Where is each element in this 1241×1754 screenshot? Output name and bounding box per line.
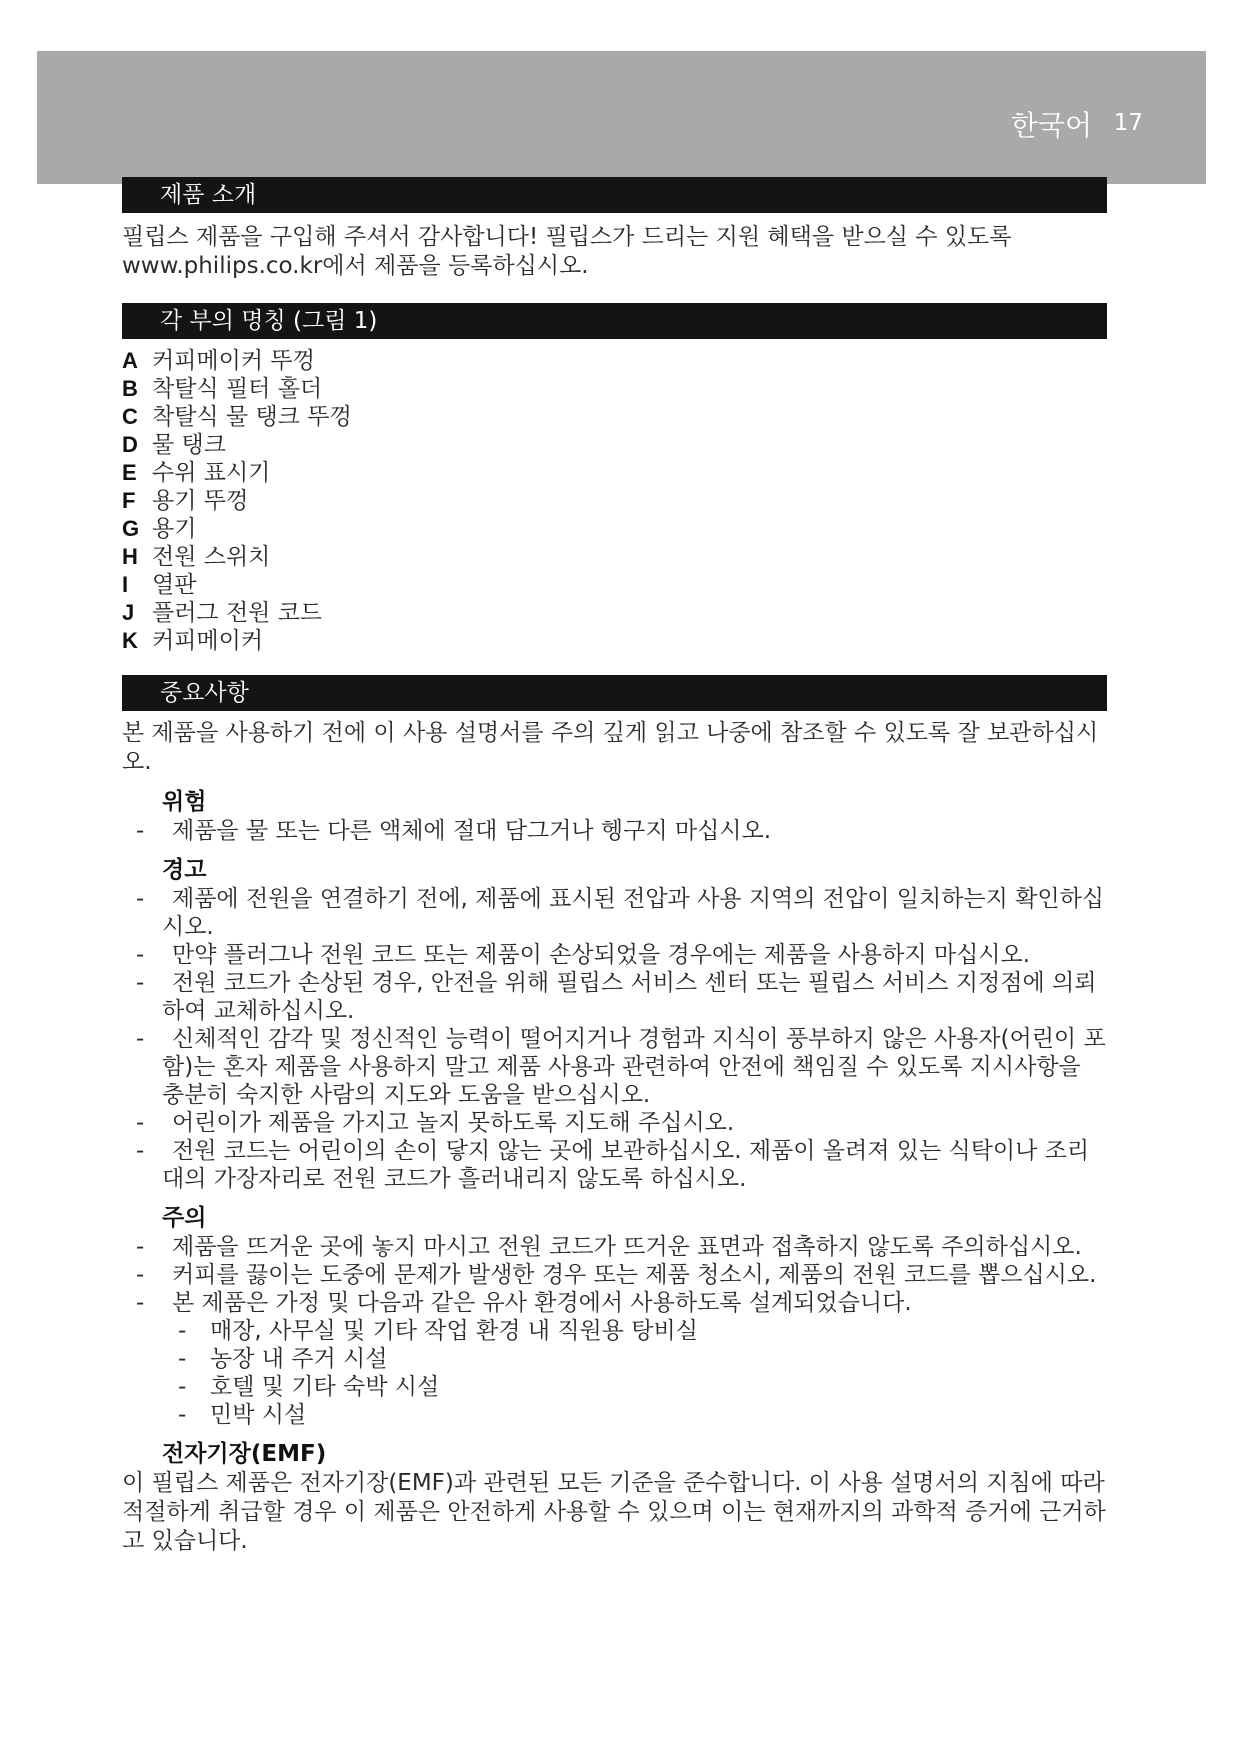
part-item bbox=[122, 543, 1107, 571]
intro-paragraph: 필립스 제품을 구입해 주셔서 감사합니다! 필립스가 드리는 지원 혜택을 받으실 수 있도록 www.philips.co.kr에서 제품을 등록하십시오. bbox=[122, 224, 1012, 279]
caution-list bbox=[122, 1233, 1107, 1317]
part-item bbox=[122, 627, 1107, 655]
section-title-parts: 각 부의 명칭 (그림 1) bbox=[122, 303, 1107, 339]
dash-marker: - bbox=[178, 1346, 187, 1372]
part-letter: H bbox=[122, 544, 138, 569]
list-item bbox=[122, 817, 1107, 845]
part-letter: F bbox=[122, 488, 136, 513]
part-letter: G bbox=[122, 516, 140, 541]
list-item-text: 제품에 전원을 연결하기 전에, 제품에 표시된 전압과 사용 지역의 전압이 일치하는지 확인하십시오. bbox=[162, 886, 1105, 940]
list-item-text: 신체적인 감각 및 정신적인 능력이 떨어지거나 경험과 지식이 풍부하지 않은 사용자(어린이 포함)는 혼자 제품을 사용하지 말고 제품 사용과 관련하여 안전에 책임질 수 있도록 지시사항을 충분히 숙지한 사람의 지도와 도움을 받으십시오. bbox=[162, 1026, 1106, 1108]
caution-heading: 주의 bbox=[162, 1205, 207, 1231]
part-label: 물 탱크 bbox=[152, 432, 226, 458]
list-item-text: 어린이가 제품을 가지고 놀지 못하도록 지도해 주십시오. bbox=[172, 1110, 735, 1136]
warning-heading: 경고 bbox=[162, 857, 207, 883]
part-label: 플러그 전원 코드 bbox=[152, 600, 323, 626]
part-item bbox=[122, 431, 1107, 459]
dash-marker: - bbox=[178, 1402, 187, 1428]
part-item bbox=[122, 515, 1107, 543]
part-label: 커피메이커 bbox=[152, 628, 264, 654]
parts-list bbox=[122, 347, 1107, 655]
dash-marker: - bbox=[136, 1026, 145, 1052]
list-item-text: 제품을 뜨거운 곳에 놓지 마시고 전원 코드가 뜨거운 표면과 접촉하지 않도록 주의하십시오. bbox=[172, 1234, 1082, 1260]
dash-marker: - bbox=[136, 970, 145, 996]
important-paragraph: 본 제품을 사용하기 전에 이 사용 설명서를 주의 깊게 읽고 나중에 참조할 수 있도록 잘 보관하십시오. bbox=[122, 720, 1099, 775]
dash-marker: - bbox=[136, 818, 145, 844]
list-item bbox=[122, 1289, 1107, 1317]
warning-list bbox=[122, 885, 1107, 1193]
danger-list bbox=[122, 817, 1107, 845]
part-label: 전원 스위치 bbox=[152, 544, 271, 570]
sublist-item-text: 민박 시설 bbox=[210, 1402, 307, 1428]
sublist-item-text: 농장 내 주거 시설 bbox=[210, 1346, 388, 1372]
dash-marker: - bbox=[136, 1110, 145, 1136]
list-item bbox=[122, 1261, 1107, 1289]
part-item bbox=[122, 375, 1107, 403]
part-label: 용기 뚜껑 bbox=[152, 488, 249, 514]
list-item-text: 커피를 끓이는 도중에 문제가 발생한 경우 또는 제품 청소시, 제품의 전원 코드를 뽑으십시오. bbox=[172, 1262, 1097, 1288]
list-item bbox=[122, 885, 1107, 941]
list-item bbox=[122, 1109, 1107, 1137]
list-item bbox=[122, 1233, 1107, 1261]
part-letter: I bbox=[122, 572, 129, 597]
part-label: 열판 bbox=[152, 572, 197, 598]
part-item bbox=[122, 459, 1107, 487]
dash-marker: - bbox=[178, 1318, 187, 1344]
part-letter: C bbox=[122, 404, 138, 429]
part-letter: K bbox=[122, 628, 138, 653]
part-item bbox=[122, 487, 1107, 515]
caution-sublist bbox=[122, 1317, 1107, 1429]
sublist-item bbox=[122, 1345, 1107, 1373]
dash-marker: - bbox=[136, 1262, 145, 1288]
list-item-text: 제품을 물 또는 다른 액체에 절대 담그거나 헹구지 마십시오. bbox=[172, 818, 772, 844]
part-label: 커피메이커 뚜껑 bbox=[152, 348, 315, 374]
list-item-text: 만약 플러그나 전원 코드 또는 제품이 손상되었을 경우에는 제품을 사용하지 마십시오. bbox=[172, 942, 1031, 968]
part-item bbox=[122, 599, 1107, 627]
emf-heading: 전자기장(EMF) bbox=[162, 1441, 327, 1467]
list-item bbox=[122, 1025, 1107, 1109]
list-item bbox=[122, 969, 1107, 1025]
dash-marker: - bbox=[178, 1374, 187, 1400]
section-title-important: 중요사항 bbox=[122, 675, 1107, 711]
part-item bbox=[122, 403, 1107, 431]
part-label: 수위 표시기 bbox=[152, 460, 271, 486]
dash-marker: - bbox=[136, 1290, 145, 1316]
sublist-item bbox=[122, 1317, 1107, 1345]
part-letter: E bbox=[122, 460, 137, 485]
page-number: 17 bbox=[1113, 110, 1143, 136]
dash-marker: - bbox=[136, 1138, 145, 1164]
part-item bbox=[122, 347, 1107, 375]
header-language: 한국어 bbox=[1010, 109, 1092, 142]
list-item bbox=[122, 941, 1107, 969]
list-item-text: 전원 코드는 어린이의 손이 닿지 않는 곳에 보관하십시오. 제품이 올려져 있는 식탁이나 조리대의 가장자리로 전원 코드가 흘러내리지 않도록 하십시오. bbox=[162, 1138, 1090, 1192]
emf-paragraph: 이 필립스 제품은 전자기장(EMF)과 관련된 모든 기준을 준수합니다. 이 사용 설명서의 지침에 따라 적절하게 취급할 경우 이 제품은 안전하게 사용할 수 있으며 이는 현재까지의 과학적 증거에 근거하고 있습니다. bbox=[122, 1470, 1106, 1554]
part-label: 착탈식 필터 홀더 bbox=[152, 376, 323, 402]
sublist-item-text: 매장, 사무실 및 기타 작업 환경 내 직원용 탕비실 bbox=[210, 1318, 698, 1344]
list-item bbox=[122, 1137, 1107, 1193]
list-item-text: 전원 코드가 손상된 경우, 안전을 위해 필립스 서비스 센터 또는 필립스 서비스 지정점에 의뢰하여 교체하십시오. bbox=[162, 970, 1097, 1024]
danger-heading: 위험 bbox=[162, 789, 207, 815]
part-letter: B bbox=[122, 376, 138, 401]
part-item bbox=[122, 571, 1107, 599]
part-label: 용기 bbox=[152, 516, 197, 542]
sublist-item bbox=[122, 1373, 1107, 1401]
part-label: 착탈식 물 탱크 뚜껑 bbox=[152, 404, 352, 430]
part-letter: A bbox=[122, 348, 138, 373]
section-title-intro: 제품 소개 bbox=[122, 177, 1107, 213]
dash-marker: - bbox=[136, 1234, 145, 1260]
part-letter: J bbox=[122, 600, 135, 625]
sublist-item bbox=[122, 1401, 1107, 1429]
part-letter: D bbox=[122, 432, 138, 457]
dash-marker: - bbox=[136, 886, 145, 912]
document-body bbox=[122, 177, 1107, 1556]
dash-marker: - bbox=[136, 942, 145, 968]
list-item-text: 본 제품은 가정 및 다음과 같은 유사 환경에서 사용하도록 설계되었습니다. bbox=[172, 1290, 912, 1316]
sublist-item-text: 호텔 및 기타 숙박 시설 bbox=[210, 1374, 440, 1400]
